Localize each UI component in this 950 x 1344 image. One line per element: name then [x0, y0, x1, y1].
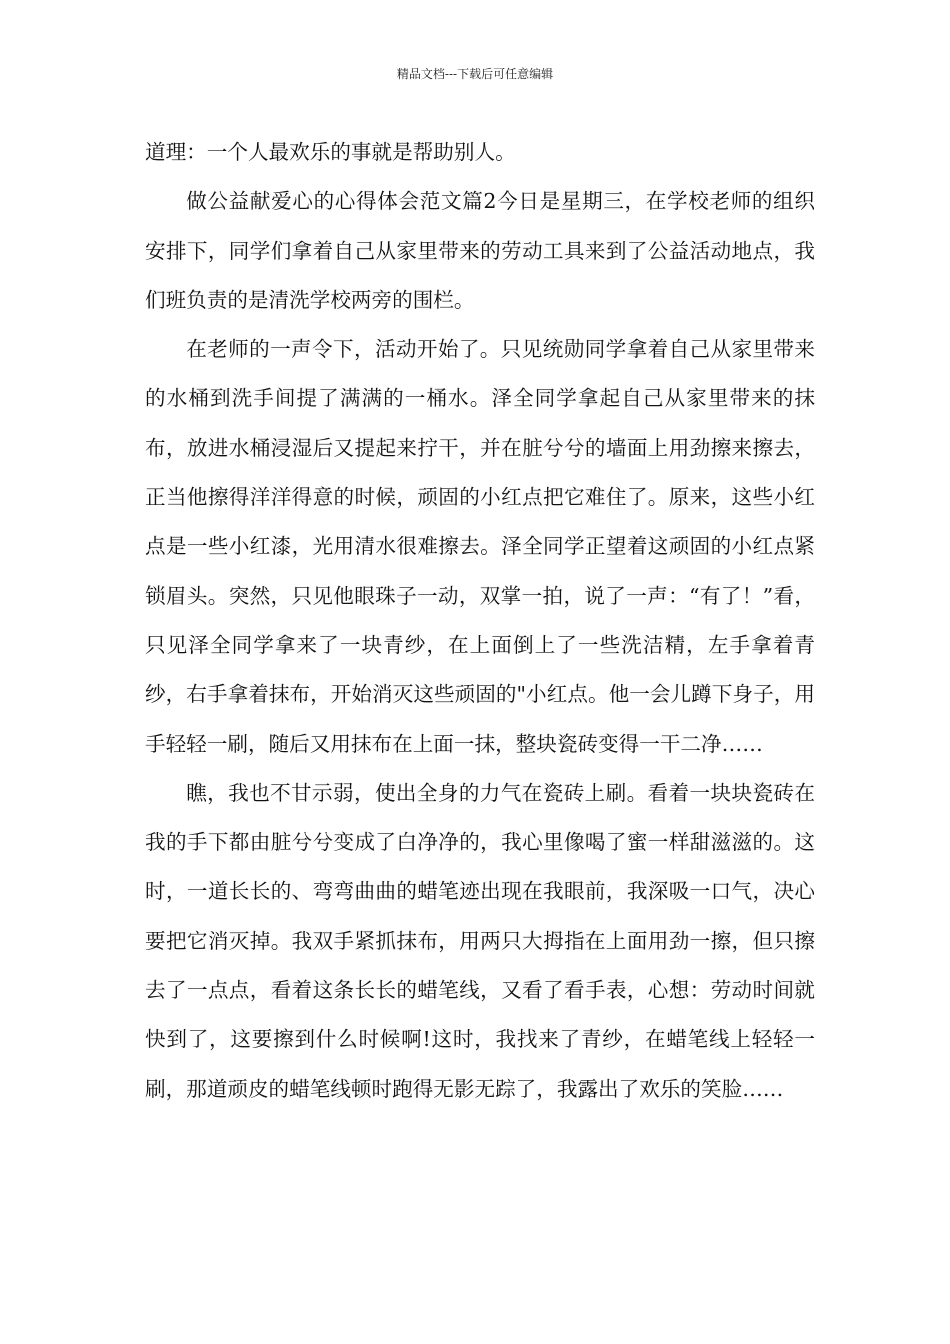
page-header: 精品文档---下载后可任意编辑 [396, 67, 554, 81]
paragraph-classmates-cleaning: 在老师的一声令下，活动开始了。只见统勋同学拿着自己从家里带来的水桶到洗手间提了满满的一桶水。泽全同学拿起自己从家里带来的抹布，放进水桶浸湿后又提起来拧干，并在脏兮兮的墙面上用劲擦来擦去，正当他擦得洋洋得意的时候，顽固的小红点把它难住了。原来，这些小红点是一些小红漆，光用清水很难擦去。泽全同学正望着这顽固的小红点紧锁眉头。突然，只见他眼珠子一动，双掌一拍，说了一声：“有了！”看，只见泽全同学拿来了一块青纱，在上面倒上了一些洗洁精，左手拿着青纱，右手拿着抹布，开始消灭这些顽固的"小红点。他一会儿蹲下身子，用手轻轻一刷，随后又用抹布在上面一抹，整块瓷砖变得一干二净…… [145, 337, 815, 756]
paragraph-conclusion: 道理：一个人最欢乐的事就是帮助别人。 [145, 140, 516, 164]
paragraph-intro: 做公益献爱心的心得体会范文篇2今日是星期三，在学校老师的组织安排下，同学们拿着自己从家里带来的劳动工具来到了公益活动地点，我们班负责的是清洗学校两旁的围栏。 [145, 189, 815, 312]
paragraph-my-cleaning: 瞧，我也不甘示弱，使出全身的力气在瓷砖上刷。看着一块块瓷砖在我的手下都由脏兮兮变成了白净净的，我心里像喝了蜜一样甜滋滋的。这时，一道长长的、弯弯曲曲的蜡笔迹出现在我眼前，我深吸一口气，决心要把它消灭掉。我双手紧抓抹布，用两只大拇指在上面用劲一擦，但只擦去了一点点，看着这条长长的蜡笔线，又看了看手表，心想：劳动时间就快到了，这要擦到什么时候啊!这时，我找来了青纱，在蜡笔线上轻轻一刷，那道顽皮的蜡笔线顿时跑得无影无踪了，我露出了欢乐的笑脸…… [145, 780, 815, 1101]
document-body [145, 128, 815, 1114]
